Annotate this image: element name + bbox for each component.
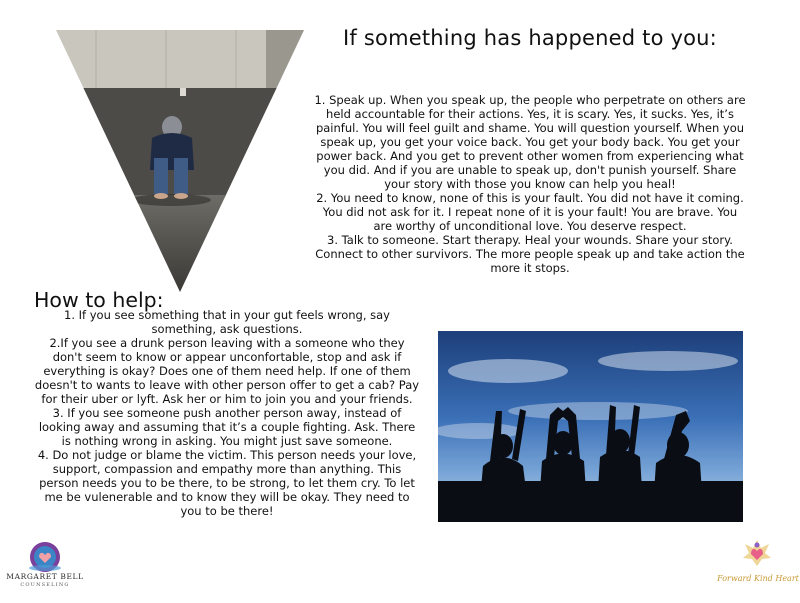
logo-right-name: Forward Kind Heart [717,574,799,583]
list-item: 1. If you see something that in your gut feels wrong, say something, ask questions. [64,308,390,336]
list-item: 3. If you see someone push another person away, instead of looking away and assuming that it’s a couple fighting. Ask. There is nothing wrong in asking. You might just save someone. [38,406,416,448]
logo-left-name: MARGARET BELL [6,572,84,581]
list-item: 2.If you see a drunk person leaving with a someone who they don't seem to know or appear unconfortable, stop and ask if everything is okay? Does one of them need help. If one of them doesn't to wants to leave with other person offer to get a cab? Pay for their uber or lyft. Ask her or him to join you and your friends. [34,336,420,406]
section-how-to-help-text [34,308,420,518]
lotus-heart-logo-icon [740,536,774,570]
sad-person-triangle-photo [56,30,304,292]
list-item: 1. Speak up. When you speak up, the people who perpetrate on others are held accountable for their actions. Yes, it is scary. Yes, it sucks. Yes, it’s painful. You will feel guilt and shame. You will question yourself. When you speak up, you get your voice back. You get your body back. You get your power back. And you get to prevent other women from experiencing what you did. And if you are unable to speak up, don't punish yourself. Share your story with those you know can help you heal! [314,93,746,191]
section-title-if-happened: If something has happened to you: [343,26,717,50]
silhouettes-sky-photo [438,331,743,522]
logo-left-subtitle: COUNSELING [20,582,70,588]
section-title-how-to-help: How to help: [34,288,164,312]
list-item: 2. You need to know, none of this is your fault. You did not have it coming. You did not ask for it. I repeat none of it is your fault! You are brave. You are worthy of unconditional love. You deserve respect. [316,191,744,233]
list-item: 3. Talk to someone. Start therapy. Heal your wounds. Share your story. Connect to other survivors. The more people speak up and take action the more it stops. [315,233,745,275]
section-if-happened-text [312,93,748,275]
list-item: 4. Do not judge or blame the victim. This person needs your love, support, compassion and empathy more than anything. This person needs you to be there, to be strong, to let them cry. To let me be vulenerable and to know they will be okay. They need to you to be there! [37,448,417,518]
